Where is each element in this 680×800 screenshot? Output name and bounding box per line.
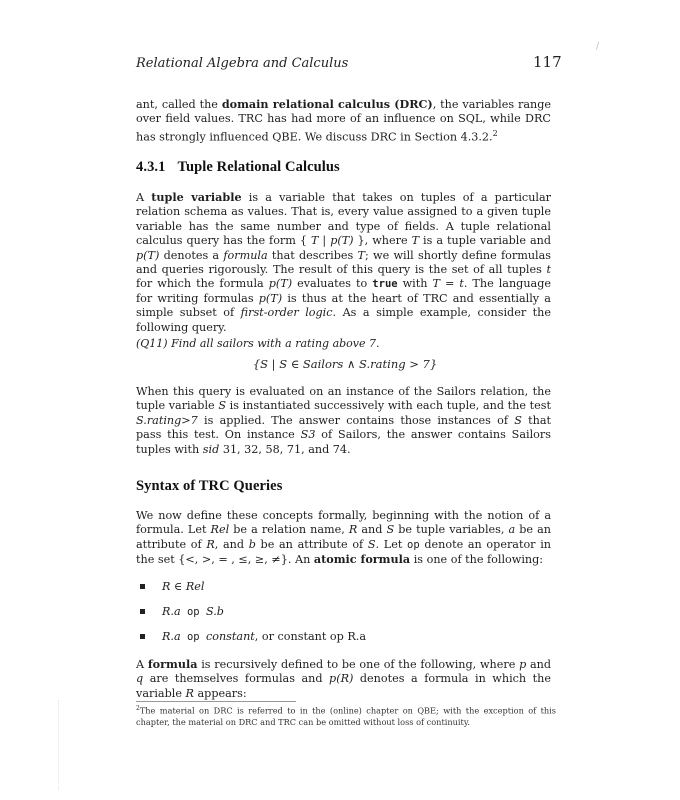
section-number: 4.3.1 [136,159,166,175]
evaluation-paragraph: When this query is evaluated on an instance of the Sailors relation, the tuple variable S is instantiated successively with each tuple, and the test S.rating>7 is applied. The answer contains those instances of S that pass this test. On instance S3 of Sailors, the answer contains Sailors tuples with sid 31, 32, 58, 71, and 74. [136,385,552,456]
query-label: (Q11) Find all sailors with a rating above 7. [136,337,380,350]
formula-paragraph: A formula is recursively defined to be one of the following, where p and q are themselves formulas and p(R) denotes a formula in which the variable R appears: [136,657,552,700]
bullet-square-icon [140,609,145,614]
section-title: Tuple Relational Calculus [177,159,340,175]
section-heading [136,159,340,176]
footnote: $^2$The material on DRC is referred to in the (online) chapter on QBE; with the exception of this chapter, the material on DRC and TRC can be omitted without loss of continuity. [136,705,556,727]
syntax-paragraph: We now define these concepts formally, beginning with the notion of a formula. Let Rel be a relation name, R and S be tuple variables, a be an attribute of R, and b be an attribute of S. Let op denote an operator in the set {<, >, = , ≤, ≥, ≠}. An atomic formula is one of the following: [136,509,552,567]
page-gutter-mark [58,700,60,790]
footnote-ref: 2 [492,128,498,138]
book-page: Relational Algebra and Calculus 117 / ant, called the domain relational calculus (DRC), the variables range over field values. TRC has had more of an influence on SQL, while DRC has strongly influenced QBE. We discuss DRC in Section 4.3.2.$^2$ 4.3.1 Tuple Relational Calculus A tuple variable is a variable that takes on tuples of a particular relation schema as values. That is, every value assigned to a given tuple variable has the same number and type of fields. A tuple relational calculus query has the form { T | p(T) }, where T is a tuple variable and p(T) denotes a formula that describes T; we will shortly define formulas and queries rigorously. The result of this query is the set of all tuples t for which the formula p(T) evaluates to true with T = t. The language for writing formulas p(T) is thus at the heart of TRC and essentially a simple subset of first-order logic. As a simple example, consider the following query. (Q11) Find all sailors with a rating above 7. {S | S ∈ Sailors ∧ S.rating > 7} When this query is evaluated on an instance of the Sailors relation, the tuple variable S is instantiated successively with each tuple, and the test S.rating>7 is applied. The answer contains those instances of S that pass this test. On instance S3 of Sailors, the answer contains Sailors tuples with sid 31, 32, 58, 71, and 74. Syntax of TRC Queries We now define these concepts formally, beginning with the notion of a formula. Let Rel be a relation name, R and S be tuple variables, a be an attribute of R, and b be an attribute of S. Let op denote an operator in the set {<, >, = , ≤, ≥, ≠}. An atomic formula is one of the following: R ∈ Rel R.a op S.b R.a op constant, or constant op R.a A formula is recursively defined to be one of the following, where p and q are themselves formulas and p(R) denotes a formula in which the variable R appears: $^2$The material on DRC is referred to in the (online) chapter on QBE; with the exception of this chapter, the material on DRC and TRC can be omitted without loss of continuity. [0,0,680,800]
intro-paragraph: ant, called the domain relational calculus (DRC), the variables range over field values. TRC has had more of an influence on SQL, while DRC has strongly influenced QBE. We discuss DRC in Section 4.3.2.$^2$ [136,97,551,144]
running-header-title: Relational Algebra and Calculus [136,56,349,71]
tuple-variable-paragraph: A tuple variable is a variable that takes on tuples of a particular relation schema as values. That is, every value assigned to a given tuple variable has the same number and type of fields. A tuple relational calculus query has the form { T | p(T) }, where T is a tuple variable and p(T) denotes a formula that describes T; we will shortly define formulas and queries rigorously. The result of this query is the set of all tuples t for which the formula p(T) evaluates to true with T = t. The language for writing formulas p(T) is thus at the heart of TRC and essentially a simple subset of first-order logic. As a simple example, consider the following query. [136,190,552,334]
corner-mark: / [596,42,600,52]
footnote-divider [136,701,296,702]
syntax-heading: Syntax of TRC Queries [136,478,283,494]
query-formula: {S | S ∈ Sailors ∧ S.rating > 7} [252,357,438,371]
bullet-square-icon [140,584,145,589]
bullet-square-icon [140,634,145,639]
page-number: 117 [533,53,562,71]
